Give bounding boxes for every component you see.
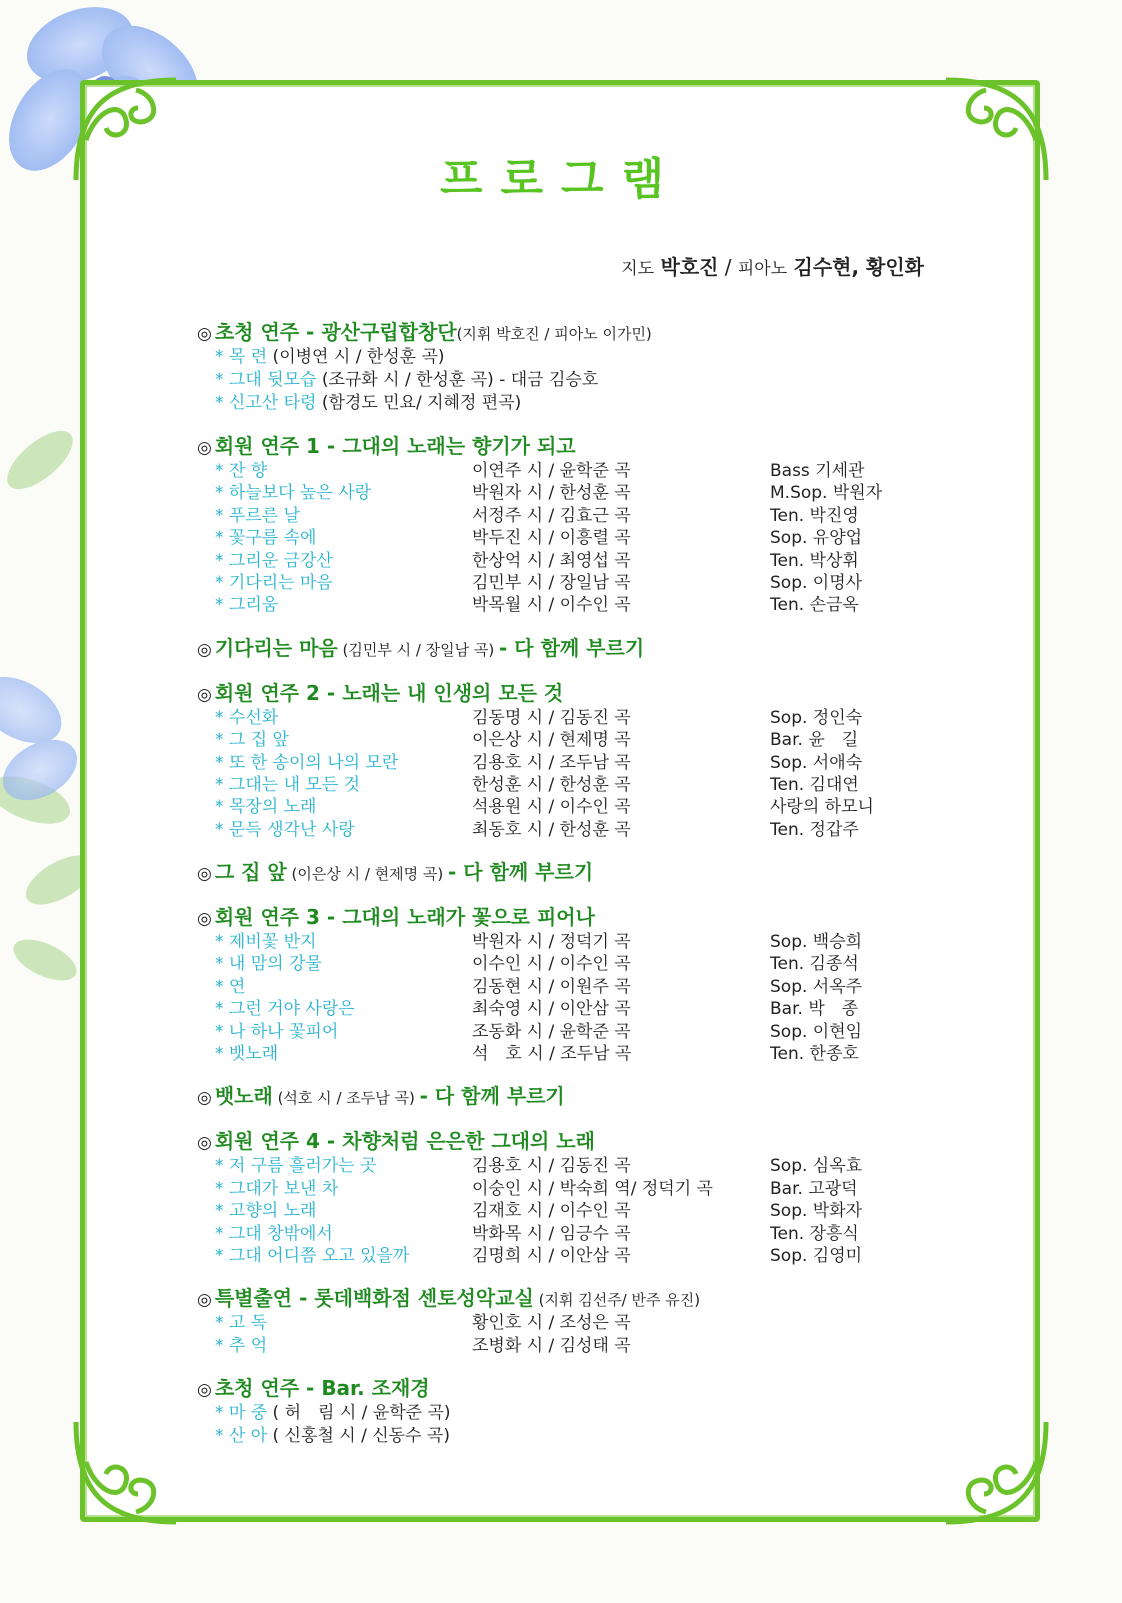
song-credits: 김용호 시 / 김동진 곡 <box>472 1156 631 1177</box>
section-title: 기다리는 마음 <box>214 635 338 660</box>
section-mark: ◎ <box>197 684 212 705</box>
program-item <box>197 774 977 796</box>
program-item <box>197 369 977 392</box>
song-title: * 고 독 <box>215 1313 268 1334</box>
song-title: * 목장의 노래 <box>215 797 317 818</box>
song-title: * 잔 향 <box>215 461 268 481</box>
song-title: * 나 하나 꽃피어 <box>215 1021 339 1042</box>
section-subtitle: (석호 시 / 조두남 곡) <box>272 1089 420 1108</box>
section-heading <box>197 432 977 460</box>
program-item <box>197 729 977 751</box>
program-section <box>197 1082 977 1110</box>
section-gap <box>197 886 977 903</box>
program-item <box>197 572 977 594</box>
program-item <box>197 1223 977 1245</box>
program-section <box>197 858 977 886</box>
song-title: * 그 집 앞 <box>215 730 289 751</box>
program-section <box>197 1374 977 1448</box>
performer-name: Bar. 윤 길 <box>770 730 859 751</box>
section-mark: ◎ <box>197 1133 212 1154</box>
performer-name: Sop. 백승희 <box>770 932 863 953</box>
program-item <box>197 1402 977 1425</box>
song-credits: 이숭인 시 / 박숙희 역/ 정덕기 곡 <box>472 1178 713 1199</box>
section-subtitle: (지휘 박호진 / 피아노 이가민) <box>456 325 652 343</box>
song-title: * 그런 거야 사랑은 <box>215 999 355 1020</box>
performer-name: Ten. 박진영 <box>770 505 859 526</box>
section-mark: ◎ <box>197 909 212 930</box>
song-credits: 박원자 시 / 정덕기 곡 <box>472 932 631 953</box>
pianist-names: 김수현, 황인화 <box>793 255 924 279</box>
performer-name: Ten. 손금옥 <box>770 595 859 616</box>
section-heading <box>197 1374 977 1402</box>
song-credits: 박원자 시 / 한성훈 곡 <box>472 483 631 504</box>
song-title: * 그대 창밖에서 <box>215 1223 333 1244</box>
song-credits: 김재호 시 / 이수인 곡 <box>472 1201 631 1222</box>
program-item <box>197 931 977 953</box>
section-title: 그 집 앞 <box>214 860 287 885</box>
program-item <box>197 707 977 729</box>
song-credits: ( 허 림 시 / 윤학준 곡) <box>267 1403 451 1424</box>
program-section <box>197 679 977 841</box>
section-tail: - 다 함께 부르기 <box>499 635 645 660</box>
program-section <box>197 1127 977 1267</box>
section-heading <box>197 634 977 662</box>
performer-name: Bass 기세관 <box>770 461 865 481</box>
song-credits: 박두진 시 / 이흥렬 곡 <box>472 528 631 549</box>
performer-name: Bar. 박 종 <box>770 999 859 1020</box>
program-item <box>197 346 977 369</box>
program-item <box>197 527 977 549</box>
section-gap <box>197 841 977 858</box>
song-credits: (조규화 시 / 한성훈 곡) - 대금 김승호 <box>316 370 599 390</box>
song-credits: 석용원 시 / 이수인 곡 <box>472 797 631 818</box>
song-credits: ( 신홍철 시 / 신동수 곡) <box>267 1426 450 1447</box>
director-label: 지도 <box>621 259 655 279</box>
song-credits: 이은상 시 / 현제명 곡 <box>472 730 631 751</box>
performer-name: Ten. 장흥식 <box>770 1223 859 1244</box>
section-subtitle: (지휘 김선주/ 반주 유진) <box>533 1291 701 1310</box>
performer-name: Sop. 이명사 <box>770 572 863 593</box>
song-title: * 그리운 금강산 <box>215 550 333 571</box>
song-title: * 그대 어디쯤 오고 있을까 <box>215 1245 410 1266</box>
program-item <box>197 1178 977 1200</box>
section-title: 회원 연주 4 - 차향처럼 은은한 그대의 노래 <box>214 1129 595 1154</box>
performer-name: Ten. 박상휘 <box>770 550 859 571</box>
section-mark: ◎ <box>197 1380 212 1401</box>
song-credits: 서정주 시 / 김효근 곡 <box>472 505 631 526</box>
performer-name: Ten. 정갑주 <box>770 819 859 840</box>
song-credits: 이연주 시 / 윤학준 곡 <box>472 461 631 481</box>
section-title: 회원 연주 1 - 그대의 노래는 향기가 되고 <box>214 434 576 458</box>
section-heading <box>197 1127 977 1155</box>
performer-name: Sop. 유양업 <box>770 528 863 549</box>
program-list <box>197 318 977 1448</box>
program-item <box>197 1335 977 1357</box>
program-item <box>197 976 977 998</box>
program-item <box>197 505 977 527</box>
section-mark: ◎ <box>197 1088 212 1109</box>
section-heading <box>197 318 977 346</box>
section-gap <box>197 1267 977 1284</box>
section-subtitle: (이은상 시 / 현제명 곡) <box>286 865 449 884</box>
program-section <box>197 634 977 662</box>
program-section <box>197 903 977 1065</box>
song-title: * 그리움 <box>215 595 279 616</box>
performer-name: Sop. 서애숙 <box>770 752 863 773</box>
song-title: * 연 <box>215 976 246 997</box>
program-item <box>197 1425 977 1448</box>
section-tail: - 다 함께 부르기 <box>419 1084 565 1109</box>
program-item <box>197 460 977 482</box>
program-section <box>197 432 977 617</box>
section-subtitle: (김민부 시 / 장일남 곡) <box>337 640 500 659</box>
performer-name: Bar. 고광덕 <box>770 1178 858 1199</box>
section-mark: ◎ <box>197 438 212 458</box>
song-title: * 그대 뒷모습 <box>215 370 317 390</box>
credits-line <box>621 251 924 280</box>
section-gap <box>197 662 977 679</box>
program-item <box>197 752 977 774</box>
section-heading <box>197 679 977 707</box>
performer-name: Ten. 김종석 <box>770 954 859 975</box>
program-item <box>197 1245 977 1267</box>
section-gap <box>197 1110 977 1127</box>
song-title: * 내 맘의 강물 <box>215 954 322 975</box>
section-gap <box>197 1357 977 1374</box>
performer-name: 사랑의 하모니 <box>770 797 874 818</box>
performer-name: Sop. 박화자 <box>770 1201 863 1222</box>
song-title: * 산 아 <box>215 1426 268 1447</box>
section-mark: ◎ <box>197 324 212 344</box>
program-item <box>197 1043 977 1065</box>
program-item <box>197 594 977 616</box>
program-item <box>197 392 977 415</box>
program-item <box>197 1155 977 1177</box>
program-section <box>197 318 977 415</box>
performer-name: Sop. 이현임 <box>770 1021 863 1042</box>
song-title: * 마 중 <box>215 1403 268 1424</box>
song-credits: 최동호 시 / 한성훈 곡 <box>472 819 631 840</box>
program-item <box>197 1312 977 1334</box>
song-title: * 하늘보다 높은 사랑 <box>215 483 372 504</box>
song-credits: 석 호 시 / 조두남 곡 <box>472 1044 632 1065</box>
program-item <box>197 953 977 975</box>
song-title: * 수선화 <box>215 707 279 728</box>
section-gap <box>197 617 977 634</box>
song-credits: 조병화 시 / 김성태 곡 <box>472 1335 631 1356</box>
song-credits: 황인호 시 / 조성은 곡 <box>472 1313 631 1334</box>
song-credits: 김용호 시 / 조두남 곡 <box>472 752 631 773</box>
song-title: * 신고산 타령 <box>215 393 317 413</box>
performer-name: Ten. 김대연 <box>770 774 859 795</box>
song-title: * 추 억 <box>215 1335 268 1356</box>
section-title: 초청 연주 - Bar. 조재경 <box>214 1376 430 1401</box>
song-title: * 고향의 노래 <box>215 1201 317 1222</box>
section-title: 회원 연주 2 - 노래는 내 인생의 모든 것 <box>214 680 564 705</box>
song-title: * 그대가 보낸 차 <box>215 1178 339 1199</box>
section-mark: ◎ <box>197 639 212 660</box>
song-credits: 김동현 시 / 이원주 곡 <box>472 976 631 997</box>
song-title: * 기다리는 마음 <box>215 572 333 593</box>
program-item <box>197 1200 977 1222</box>
section-gap <box>197 415 977 432</box>
song-credits: 김민부 시 / 장일남 곡 <box>472 572 631 593</box>
performer-name: M.Sop. 박원자 <box>770 483 883 504</box>
director-name: 박호진 <box>660 255 719 279</box>
section-gap <box>197 1065 977 1082</box>
song-title: * 제비꽃 반지 <box>215 932 317 953</box>
section-title: 뱃노래 <box>214 1084 273 1109</box>
performer-name: Sop. 정인숙 <box>770 707 863 728</box>
performer-name: Ten. 한종호 <box>770 1044 859 1065</box>
song-title: * 그대는 내 모든 것 <box>215 774 361 795</box>
song-credits: 박화목 시 / 임긍수 곡 <box>472 1223 631 1244</box>
piano-label: 피아노 <box>737 259 788 279</box>
song-title: * 뱃노래 <box>215 1044 279 1065</box>
song-credits: 최숙영 시 / 이안삼 곡 <box>472 999 631 1020</box>
song-title: * 푸르른 날 <box>215 505 300 526</box>
section-heading <box>197 1284 977 1312</box>
program-section <box>197 1284 977 1357</box>
song-credits: 김동명 시 / 김동진 곡 <box>472 707 631 728</box>
credits-separator: / <box>724 255 732 279</box>
song-title: * 또 한 송이의 나의 모란 <box>215 752 399 773</box>
program-item <box>197 796 977 818</box>
song-title: * 목 련 <box>215 347 268 367</box>
song-credits: (함경도 민요/ 지혜정 편곡) <box>316 393 522 413</box>
program-item <box>197 482 977 504</box>
page-title: 프로그램 <box>439 154 682 205</box>
section-tail: - 다 함께 부르기 <box>448 860 594 885</box>
song-credits: 김명희 시 / 이안삼 곡 <box>472 1245 631 1266</box>
ornament-corner-bottom-left <box>66 1412 186 1532</box>
section-heading <box>197 858 977 886</box>
performer-name: Sop. 서옥주 <box>770 976 863 997</box>
section-title: 특별출연 - 롯데백화점 센토성악교실 <box>214 1286 534 1311</box>
song-credits: 한상억 시 / 최영섭 곡 <box>472 550 631 571</box>
song-credits: 한성훈 시 / 한성훈 곡 <box>472 774 631 795</box>
program-item <box>197 819 977 841</box>
section-title: 회원 연주 3 - 그대의 노래가 꽃으로 피어나 <box>214 905 595 930</box>
song-title: * 저 구름 흘러가는 곳 <box>215 1156 377 1177</box>
song-title: * 꽃구름 속에 <box>215 528 317 549</box>
song-title: * 문득 생각난 사랑 <box>215 819 355 840</box>
section-mark: ◎ <box>197 864 212 885</box>
program-item <box>197 1021 977 1043</box>
section-mark: ◎ <box>197 1290 212 1311</box>
section-title: 초청 연주 - 광산구립합창단 <box>214 320 457 344</box>
section-heading <box>197 1082 977 1110</box>
song-credits: 박목월 시 / 이수인 곡 <box>472 595 631 616</box>
song-credits: (이병연 시 / 한성훈 곡) <box>267 347 445 367</box>
performer-name: Sop. 심옥효 <box>770 1156 863 1177</box>
song-credits: 조동화 시 / 윤학준 곡 <box>472 1021 631 1042</box>
program-item <box>197 550 977 572</box>
program-item <box>197 998 977 1020</box>
song-credits: 이수인 시 / 이수인 곡 <box>472 954 631 975</box>
performer-name: Sop. 김영미 <box>770 1245 863 1266</box>
section-heading <box>197 903 977 931</box>
